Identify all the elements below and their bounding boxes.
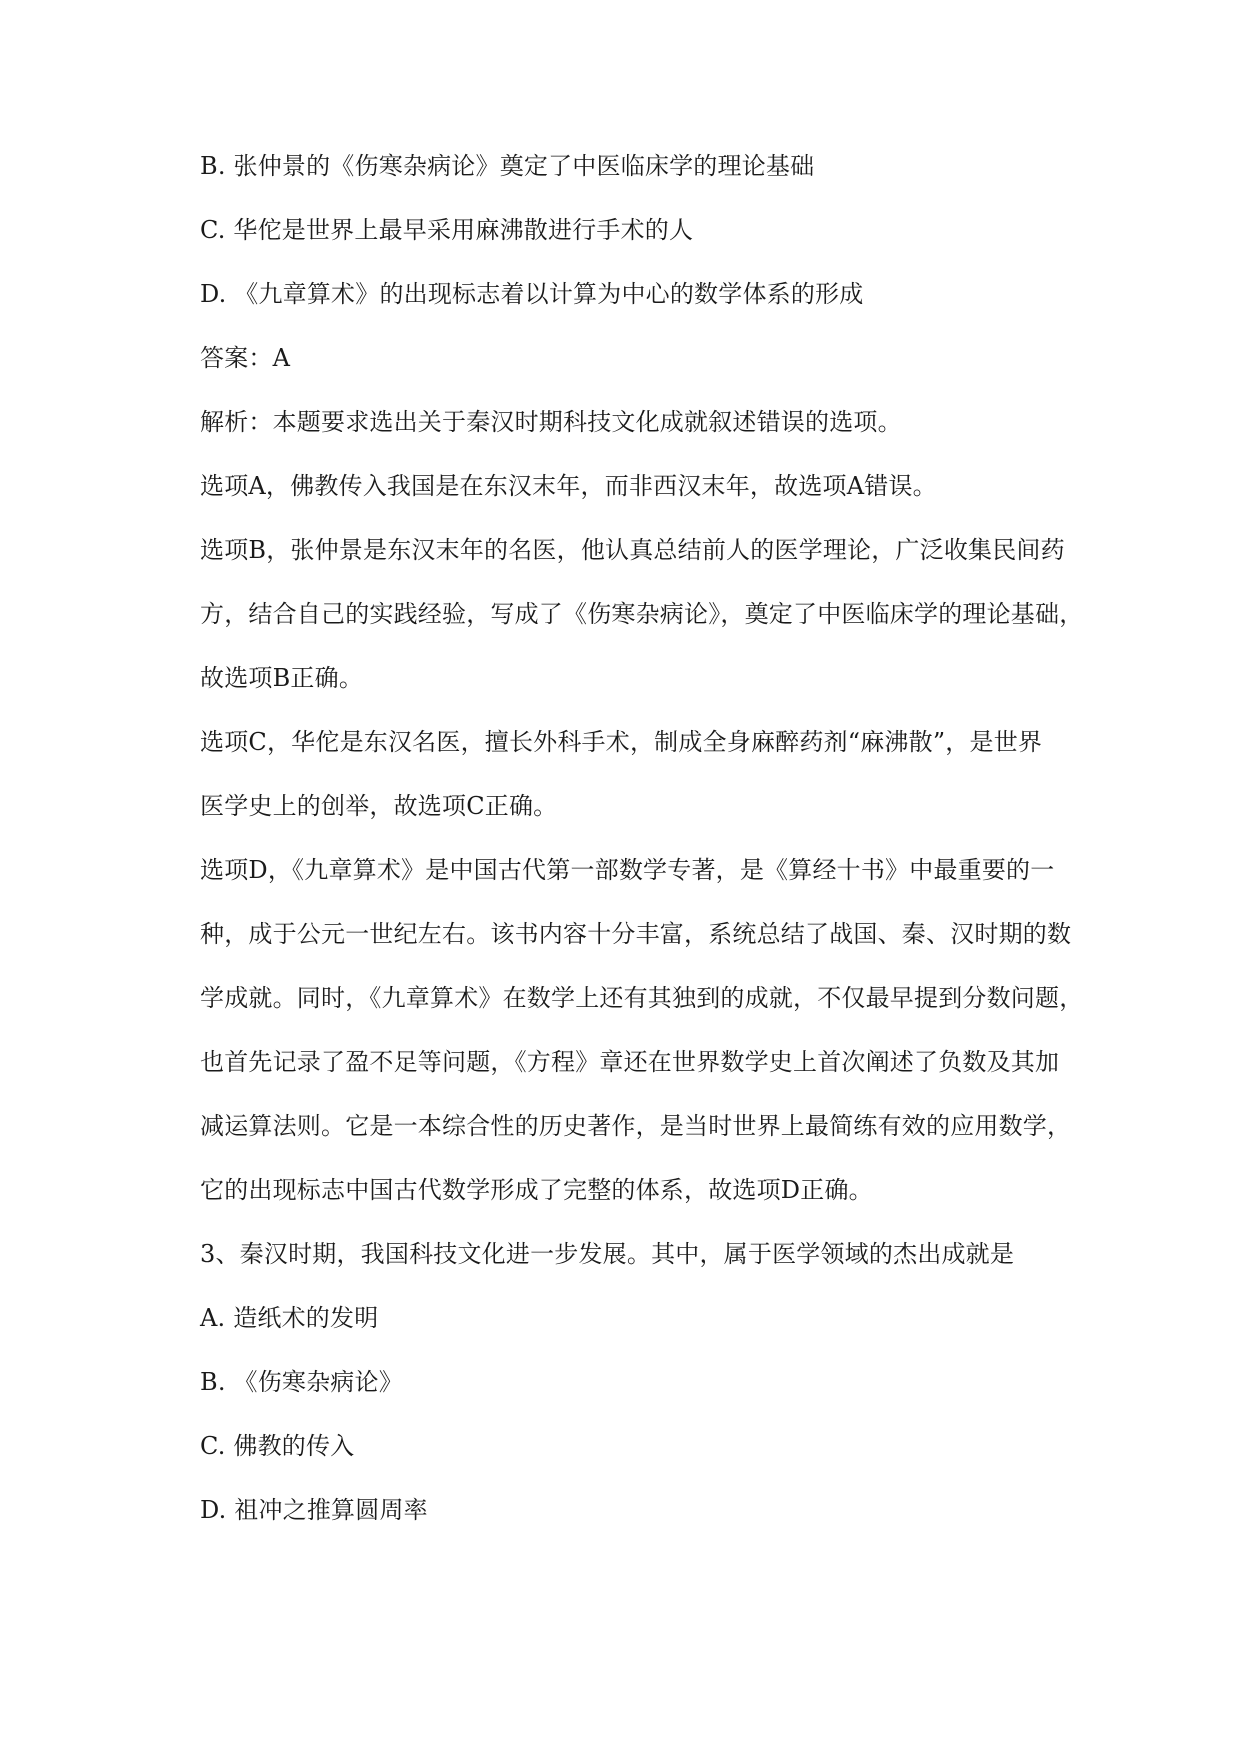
option-b-line: B. 张仲景的《伤寒杂病论》奠定了中医临床学的理论基础 — [200, 152, 815, 180]
analysis-option-d-line-5: 减运算法则。它是一本综合性的历史著作，是当时世界上最简练有效的应用数学， — [200, 1112, 1072, 1140]
option-d-line: D. 《九章算术》的出现标志着以计算为中心的数学体系的形成 — [200, 280, 864, 308]
question-3-option-c: C. 佛教的传入 — [200, 1432, 355, 1460]
analysis-option-b-line-2: 方，结合自己的实践经验，写成了《伤寒杂病论》，奠定了中医临床学的理论基础， — [200, 600, 1084, 628]
analysis-option-b-line-3: 故选项B正确。 — [200, 664, 364, 692]
analysis-option-c-line-2: 医学史上的创举，故选项C正确。 — [200, 792, 558, 820]
question-3: 3、秦汉时期，我国科技文化进一步发展。其中，属于医学领域的杰出成就是 — [200, 1240, 1015, 1268]
analysis-option-b-line-1: 选项B，张仲景是东汉末年的名医，他认真总结前人的医学理论，广泛收集民间药 — [200, 536, 1065, 564]
question-3-option-d: D. 祖冲之推算圆周率 — [200, 1496, 428, 1524]
answer-line: 答案：A — [200, 344, 291, 372]
analysis-option-a: 选项A，佛教传入我国是在东汉末年，而非西汉末年，故选项A错误。 — [200, 472, 937, 500]
analysis-intro: 解析：本题要求选出关于秦汉时期科技文化成就叙述错误的选项。 — [200, 408, 902, 436]
question-3-option-b: B. 《伤寒杂病论》 — [200, 1368, 403, 1396]
analysis-option-c-line-1: 选项C，华佗是东汉名医，擅长外科手术，制成全身麻醉药剂“麻沸散”，是世界 — [200, 728, 1043, 756]
analysis-option-d-line-4: 也首先记录了盈不足等问题，《方程》章还在世界数学史上首次阐述了负数及其加 — [200, 1048, 1060, 1076]
analysis-option-d-line-1: 选项D，《九章算术》是中国古代第一部数学专著，是《算经十书》中最重要的一 — [200, 856, 1055, 884]
analysis-option-d-line-3: 学成就。同时，《九章算术》在数学上还有其独到的成就，不仅最早提到分数问题， — [200, 984, 1084, 1012]
option-c-line: C. 华佗是世界上最早采用麻沸散进行手术的人 — [200, 216, 694, 244]
analysis-option-d-line-6: 它的出现标志中国古代数学形成了完整的体系，故选项D正确。 — [200, 1176, 873, 1204]
analysis-option-d-line-2: 种，成于公元一世纪左右。该书内容十分丰富，系统总结了战国、秦、汉时期的数 — [200, 920, 1072, 948]
question-3-option-a: A. 造纸术的发明 — [200, 1304, 379, 1332]
